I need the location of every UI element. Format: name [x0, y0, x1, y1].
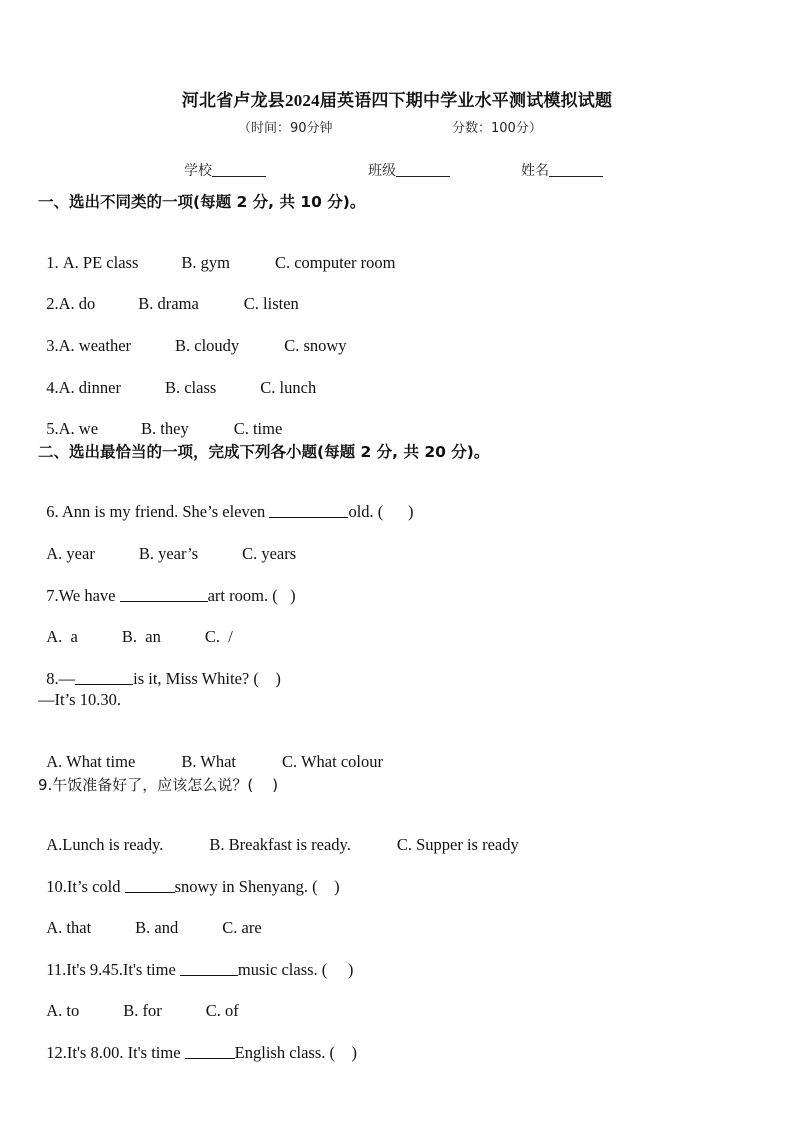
- question-4: [38, 358, 316, 398]
- question-stem-end: art room. ( ): [207, 586, 296, 605]
- section-1-heading: 一、选出不同类的一项(每题 2 分, 共 10 分)。: [38, 193, 366, 211]
- option-b: B. for: [123, 1001, 162, 1020]
- question-stem: 7.We have: [46, 586, 120, 605]
- option-c: C. What colour: [282, 752, 383, 771]
- option-a: A. to: [46, 1001, 80, 1020]
- option-a: A. dinner: [58, 378, 121, 397]
- question-number: 4.: [46, 378, 59, 397]
- option-a: A. a: [46, 627, 78, 646]
- question-number: 2.: [46, 294, 59, 313]
- option-c: C. lunch: [260, 378, 317, 397]
- school-field: [184, 160, 266, 180]
- option-b: B. they: [141, 419, 189, 438]
- question-number: 3.: [46, 336, 59, 355]
- question-stem-end: is it, Miss White? ( ): [133, 669, 281, 688]
- answer-blank[interactable]: [269, 502, 348, 518]
- question-8-reply: —It’s 10.30.: [38, 690, 121, 709]
- question-number: 1.: [46, 253, 63, 272]
- question-stem: 6. Ann is my friend. She’s eleven: [46, 502, 270, 521]
- option-b: B. What: [181, 752, 237, 771]
- question-2: [38, 274, 299, 314]
- option-b: B. an: [121, 627, 161, 646]
- question-stem: 12.It's 8.00. It's time: [46, 1043, 185, 1062]
- option-b: B. class: [164, 378, 217, 397]
- question-6: [38, 482, 414, 522]
- question-11: [38, 940, 353, 980]
- answer-blank[interactable]: [125, 877, 175, 893]
- school-label: 学校: [184, 163, 212, 179]
- option-b: B. Breakfast is ready.: [209, 835, 351, 854]
- question-stem: 10.It’s cold: [46, 877, 125, 896]
- option-a: A. year: [46, 544, 95, 563]
- option-b: B. cloudy: [175, 336, 240, 355]
- option-a: A. PE class: [62, 253, 139, 272]
- question-3: [38, 316, 347, 356]
- answer-blank[interactable]: [75, 669, 133, 685]
- option-a: A. weather: [58, 336, 132, 355]
- question-stem-end: snowy in Shenyang. ( ): [174, 877, 340, 896]
- option-c: C. of: [205, 1001, 239, 1020]
- option-c: C. listen: [243, 294, 299, 313]
- exam-time: （时间：90分钟: [238, 121, 333, 136]
- option-c: C. computer room: [274, 253, 396, 272]
- question-stem: 11.It's 9.45.It's time: [46, 960, 180, 979]
- school-blank[interactable]: [212, 162, 266, 177]
- option-c: C. years: [242, 544, 297, 563]
- exam-score: 分数：100分）: [452, 121, 542, 136]
- option-c: C. Supper is ready: [396, 835, 519, 854]
- section-2-heading: 二、选出最恰当的一项，完成下列各小题(每题 2 分, 共 20 分)。: [38, 443, 490, 461]
- option-a: A. What time: [46, 752, 136, 771]
- class-label: 班级: [368, 163, 396, 179]
- question-9-options: [38, 815, 519, 855]
- question-11-options: [38, 981, 239, 1021]
- option-c: C. time: [233, 419, 283, 438]
- option-c: C. /: [204, 627, 233, 646]
- question-8: [38, 649, 281, 689]
- option-b: B. and: [135, 918, 179, 937]
- question-12: [38, 1023, 357, 1063]
- class-field: [368, 160, 450, 180]
- question-stem-end: music class. ( ): [237, 960, 354, 979]
- answer-blank[interactable]: [180, 960, 238, 976]
- option-a: A. that: [46, 918, 92, 937]
- question-stem-end: old. ( ): [348, 502, 414, 521]
- answer-blank[interactable]: [185, 1043, 235, 1059]
- option-a: A.Lunch is ready.: [46, 835, 164, 854]
- option-a: A. we: [58, 419, 99, 438]
- class-blank[interactable]: [396, 162, 450, 177]
- option-b: B. gym: [181, 253, 230, 272]
- name-blank[interactable]: [549, 162, 603, 177]
- option-c: C. snowy: [284, 336, 347, 355]
- exam-title: 河北省卢龙县2024届英语四下期中学业水平测试模拟试题: [181, 91, 613, 110]
- name-field: [521, 160, 603, 180]
- question-stem-end: English class. ( ): [234, 1043, 358, 1062]
- question-number: 5.: [46, 419, 59, 438]
- option-b: B. year’s: [138, 544, 199, 563]
- option-c: C. are: [222, 918, 262, 937]
- question-1: [38, 233, 396, 273]
- option-b: B. drama: [138, 294, 199, 313]
- question-10-options: [38, 898, 262, 938]
- question-7: [38, 566, 296, 606]
- question-9: 9.午饭准备好了，应该怎么说？( ): [38, 776, 279, 794]
- question-5: [38, 399, 282, 439]
- question-7-options: [38, 607, 233, 647]
- question-6-options: [38, 524, 296, 564]
- name-label: 姓名: [521, 163, 549, 179]
- question-8-options: [38, 732, 383, 772]
- question-10: [38, 857, 340, 897]
- option-a: A. do: [58, 294, 96, 313]
- question-stem: 8.—: [46, 669, 76, 688]
- answer-blank[interactable]: [120, 586, 208, 602]
